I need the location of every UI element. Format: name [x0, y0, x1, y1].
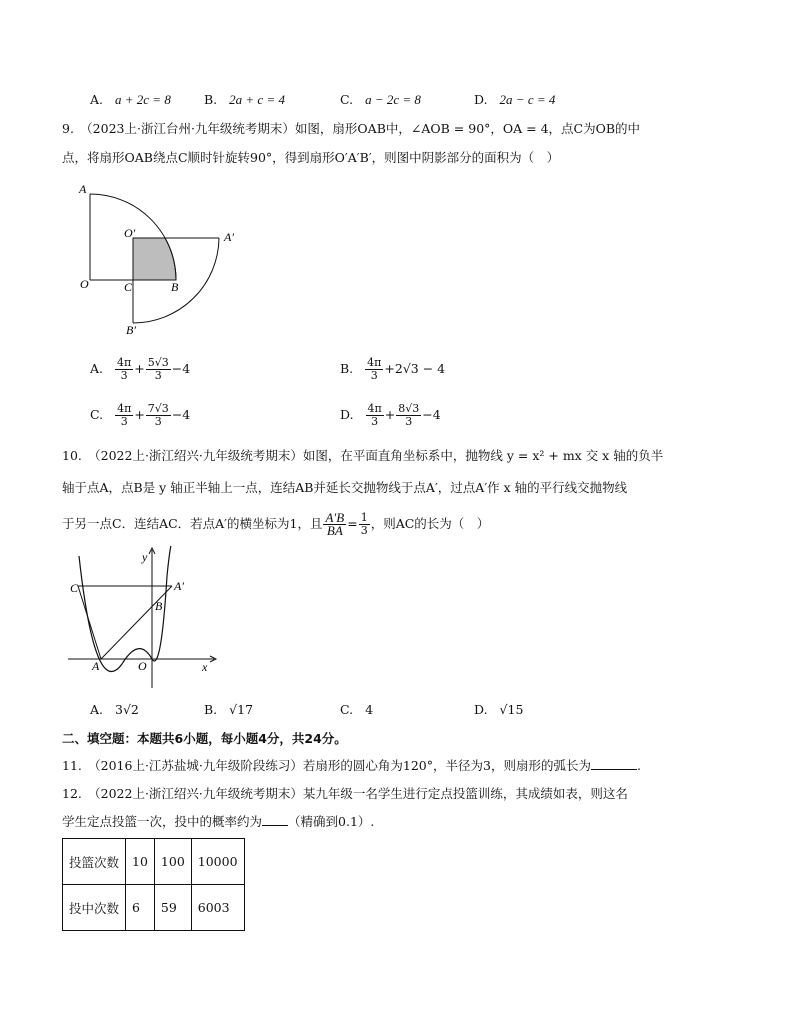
option-text: 4 — [365, 702, 374, 717]
label-c: C — [70, 581, 79, 595]
option-tail: −4 — [171, 407, 191, 422]
q10-option-b[interactable] — [204, 702, 253, 717]
option-tail: −4 — [422, 407, 441, 422]
fraction — [365, 357, 383, 382]
numerator: 8√3 — [398, 402, 420, 415]
fraction — [366, 403, 384, 428]
label-x: x — [202, 660, 208, 674]
option-label: D. — [340, 407, 354, 422]
q9-option-b[interactable] — [340, 357, 445, 382]
option-tail: +2√3 − 4 — [384, 361, 446, 376]
table-cell: 59 — [154, 885, 191, 931]
label-c: C — [124, 280, 133, 294]
q8-option-b[interactable] — [204, 92, 285, 108]
option-label: C. — [90, 407, 104, 422]
table-row — [63, 885, 245, 931]
option-tail: −4 — [171, 361, 191, 376]
q9-line-2: 点，将扇形OAB绕点C顺时针旋转90°，得到扇形O′A′B′，则图中阴影部分的面积为（ ） — [62, 150, 560, 165]
fraction — [396, 403, 421, 428]
q11 — [62, 758, 641, 774]
fraction — [115, 357, 133, 382]
fraction — [323, 512, 346, 537]
label-b: B — [171, 280, 179, 294]
option-label: B. — [204, 92, 218, 107]
numerator: 7√3 — [147, 402, 169, 415]
answer-blank[interactable] — [591, 769, 637, 770]
option-label: B. — [340, 361, 354, 376]
option-label: C. — [340, 702, 354, 717]
table-cell: 100 — [154, 839, 191, 885]
denominator: 3 — [405, 415, 413, 428]
q12-line-2-end: （精确到0.1）. — [288, 814, 375, 829]
q10-line-3 — [62, 512, 489, 537]
numerator: 4π — [117, 356, 132, 369]
fraction — [146, 403, 171, 428]
label-o: O — [80, 277, 89, 291]
denominator: 3 — [370, 369, 378, 382]
q8-option-a[interactable] — [90, 92, 171, 108]
numerator: 4π — [367, 356, 382, 369]
numerator: 4π — [367, 402, 382, 415]
label-y: y — [142, 550, 148, 564]
label-o-prime: O′ — [124, 226, 136, 240]
q12-line-2-text: 学生定点投篮一次，投中的概率约为 — [62, 814, 263, 829]
q9-option-a[interactable]: A. $\frac{4\pi}{3}$ + $\frac{5√3}{3}$ −4 — [90, 356, 191, 382]
option-label: B. — [204, 702, 218, 717]
denominator: 3 — [120, 415, 128, 428]
option-text: 3√2 — [115, 702, 139, 717]
table-row — [63, 839, 245, 885]
denominator: 3 — [120, 369, 128, 382]
denominator: 3 — [154, 415, 162, 428]
option-label: D. — [474, 702, 488, 717]
table-cell: 投篮次数 — [63, 839, 126, 885]
q10-line-1: 10. （2022上·浙江绍兴·九年级统考期末）如图，在平面直角坐标系中，抛物线 y = x² + mx 交 x 轴的负半 — [62, 448, 664, 463]
denominator: 3 — [371, 415, 379, 428]
option-text: a + 2c = 8 — [115, 92, 171, 107]
q9-option-d[interactable]: D. $\frac{4\pi}{3}$ + $\frac{8√3}{3}$ −4 — [340, 402, 441, 428]
table-cell: 10 — [126, 839, 155, 885]
denominator: 3 — [360, 524, 368, 537]
label-o: O — [138, 659, 147, 673]
option-label: C. — [340, 92, 354, 107]
option-label: D. — [474, 92, 488, 107]
shaded-region — [133, 238, 176, 280]
table-cell: 6003 — [191, 885, 244, 931]
label-b-prime: B′ — [126, 323, 136, 337]
q10-option-c[interactable] — [340, 702, 373, 717]
table-cell: 10000 — [191, 839, 244, 885]
option-label: A. — [90, 92, 104, 107]
label-a: A — [79, 182, 87, 196]
q12-line-2 — [62, 814, 374, 830]
q9-figure — [70, 180, 250, 340]
fraction — [359, 512, 370, 537]
segment-a-a-prime — [101, 586, 172, 659]
q11-text: 11. （2016上·江苏盐城·九年级阶段练习）若扇形的圆心角为120°，半径为3，则扇形的弧长为 — [62, 758, 591, 773]
q8-option-c[interactable] — [340, 92, 421, 108]
label-a-prime: A′ — [174, 579, 184, 593]
q9-line-1: 9. （2023上·浙江台州·九年级统考期末）如图，扇形OAB中，∠AOB = 90°，OA = 4，点C为OB的中 — [62, 121, 641, 136]
option-text: 2a − c = 4 — [499, 92, 556, 107]
fraction — [146, 357, 171, 382]
equals-sign: = — [347, 516, 358, 531]
denominator: BA — [326, 523, 343, 538]
q9-option-c[interactable]: C. $\frac{4\pi}{3}$ + $\frac{7√3}{3}$ −4 — [90, 402, 191, 428]
numerator: 4π — [117, 402, 132, 415]
numerator: 1 — [360, 511, 368, 524]
q8-option-d[interactable] — [474, 92, 555, 108]
shooting-table — [62, 838, 245, 931]
q10-line-3-end: ，则AC的长为（ ） — [370, 516, 490, 531]
numerator: A′B — [325, 510, 345, 525]
denominator: 3 — [154, 369, 162, 382]
q10-option-a[interactable] — [90, 702, 139, 717]
option-text: √15 — [499, 702, 524, 717]
option-text: √17 — [229, 702, 254, 717]
option-text: a − 2c = 8 — [365, 92, 421, 107]
option-label: A. — [90, 361, 104, 376]
label-a: A — [92, 659, 100, 673]
option-label: A. — [90, 702, 104, 717]
q10-figure — [64, 546, 224, 692]
answer-blank[interactable] — [262, 825, 288, 826]
fraction — [115, 403, 133, 428]
q10-option-d[interactable] — [474, 702, 523, 717]
label-b: B — [155, 599, 163, 613]
segment-ac — [78, 586, 101, 659]
q12-line-1: 12. （2022上·浙江绍兴·九年级统考期末）某九年级一名学生进行定点投篮训练，其成绩如表，则这名 — [62, 786, 628, 801]
table-cell: 投中次数 — [63, 885, 126, 931]
q10-line-3-text: 于另一点C．连结AC．若点A′的横坐标为1，且 — [62, 516, 323, 531]
label-a-prime: A′ — [224, 230, 234, 244]
option-text: 2a + c = 4 — [229, 92, 285, 107]
q10-line-2: 轴于点A，点B是 y 轴正半轴上一点，连结AB并延长交抛物线于点A′，过点A′作 x 轴的平行线交抛物线 — [62, 480, 628, 495]
table-cell: 6 — [126, 885, 155, 931]
q11-end: . — [636, 758, 641, 773]
section-heading: 二、填空题：本题共6小题，每小题4分，共24分。 — [62, 731, 347, 746]
numerator: 5√3 — [147, 356, 169, 369]
